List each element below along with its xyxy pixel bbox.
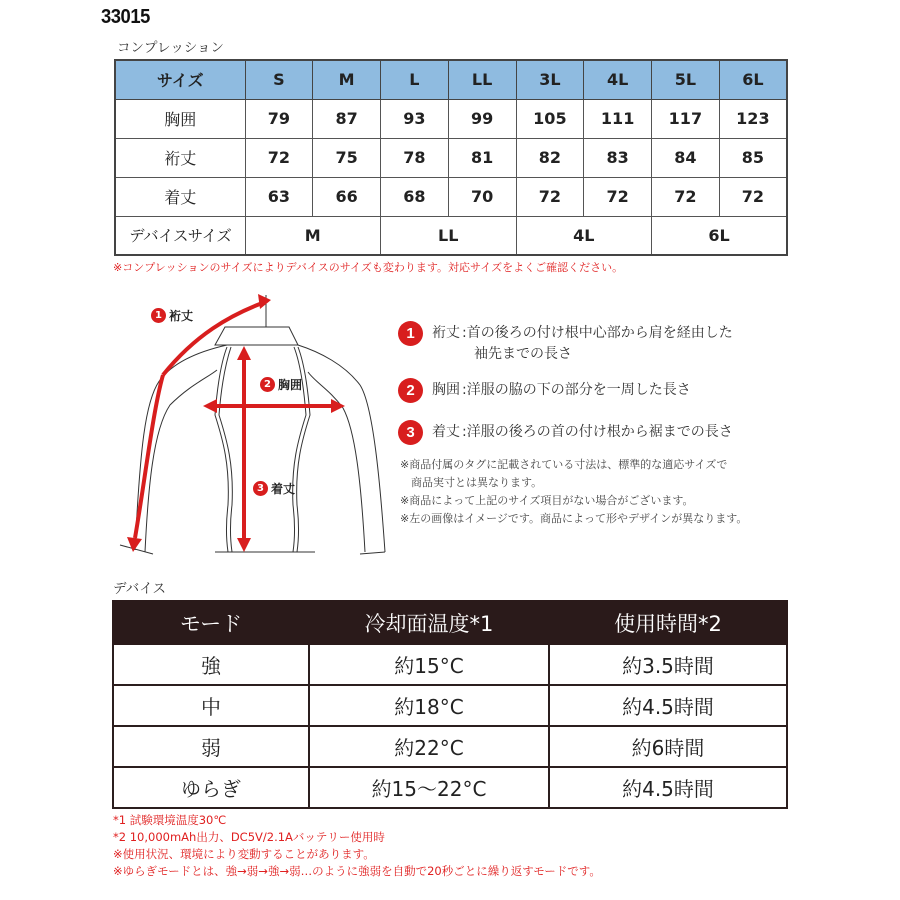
footnote-4: ※ゆらぎモードとは、強→弱→強→弱…のように強弱を自動で20秒ごとに繰り返すモードです。 [113, 864, 601, 878]
cell: 70 [448, 177, 516, 216]
table-row [113, 726, 787, 767]
cell: 93 [381, 99, 449, 138]
measurement-term: 胸囲 [432, 382, 460, 398]
note-line: ※商品付属のタグに記載されている寸法は、標準的な適応サイズで [400, 458, 728, 471]
temp-cell: 約22°C [309, 726, 549, 767]
footnotes [113, 812, 601, 880]
temp-cell: 約15〜22°C [309, 767, 549, 808]
cell: 105 [516, 99, 584, 138]
time-cell: 約4.5時間 [549, 685, 787, 726]
temp-cell: 約18°C [309, 685, 549, 726]
diagram-label-1 [151, 307, 193, 324]
header-cell: サイズ [115, 60, 245, 99]
cell: 82 [516, 138, 584, 177]
jacket-illustration-icon [115, 290, 395, 560]
table-row [113, 767, 787, 808]
cell: 75 [313, 138, 381, 177]
mode-cell: 強 [113, 644, 309, 685]
badge-1-icon: 1 [398, 321, 423, 346]
table-row [113, 644, 787, 685]
measurement-item-3: 3 着丈 :洋服の後ろの首の付け根から裾までの長さ [398, 422, 733, 445]
row-label: 着丈 [115, 177, 245, 216]
badge-3-icon: 3 [398, 420, 423, 445]
jacket-diagram [115, 290, 395, 560]
cell: 72 [584, 177, 652, 216]
measurement-desc: 首の後ろの付け根中心部から肩を経由した [466, 325, 733, 341]
note-line: 商品実寸とは異なります。 [400, 476, 543, 489]
table-row [113, 685, 787, 726]
note-line: ※商品によって上記のサイズ項目がない場合がございます。 [400, 494, 694, 507]
diagram-label-text: 胸囲 [278, 378, 303, 392]
measurement-term: 着丈 [432, 424, 460, 440]
row-label: 胸囲 [115, 99, 245, 138]
footnote-1: *1 試験環境温度30℃ [113, 813, 227, 827]
cell: 72 [652, 177, 720, 216]
cell: 63 [245, 177, 313, 216]
mode-cell: 中 [113, 685, 309, 726]
header-cell: L [381, 60, 449, 99]
header-cell: 5L [652, 60, 720, 99]
measurement-item-2: 2 胸囲 :洋服の脇の下の部分を一周した長さ [398, 380, 691, 403]
header-cell: 使用時間*2 [549, 601, 787, 644]
table-row [115, 99, 787, 138]
time-cell: 約6時間 [549, 726, 787, 767]
size-table-header [115, 60, 787, 99]
time-cell: 約3.5時間 [549, 644, 787, 685]
row-label: 裄丈 [115, 138, 245, 177]
diagram-label-3 [253, 480, 295, 497]
header-cell: 3L [516, 60, 584, 99]
diagram-label-text: 着丈 [271, 482, 296, 496]
header-cell: 6L [719, 60, 787, 99]
row-label: デバイスサイズ [115, 216, 245, 255]
temp-cell: 約15°C [309, 644, 549, 685]
cell: 4L [516, 216, 652, 255]
table-row [115, 138, 787, 177]
measurement-item-1: 1 裄丈 :首の後ろの付け根中心部から肩を経由した 袖先までの長さ [398, 323, 733, 365]
header-cell: 冷却面温度*1 [309, 601, 549, 644]
cell: 85 [719, 138, 787, 177]
cell: 72 [719, 177, 787, 216]
footnote-3: ※使用状況、環境により変動することがあります。 [113, 847, 375, 861]
cell: 84 [652, 138, 720, 177]
measurement-term: 裄丈 [432, 325, 460, 341]
diagram-label-2 [260, 376, 302, 393]
cell: M [245, 216, 381, 255]
badge-2-icon: 2 [398, 378, 423, 403]
device-size-row [115, 216, 787, 255]
cell: 72 [245, 138, 313, 177]
cell: 72 [516, 177, 584, 216]
cell: 87 [313, 99, 381, 138]
diagram-label-text: 裄丈 [169, 309, 194, 323]
device-table-header [113, 601, 787, 644]
cell: 68 [381, 177, 449, 216]
measurement-desc: 洋服の脇の下の部分を一周した長さ [466, 382, 691, 398]
badge-1-icon: 1 [151, 308, 166, 323]
footnote-2: *2 10,000mAh出力、DC5V/2.1Aバッテリー使用時 [113, 830, 385, 844]
table-row [115, 177, 787, 216]
size-note: ※コンプレッションのサイズによりデバイスのサイズも変わります。対応サイズをよくご確認ください。 [113, 261, 624, 274]
device-section-label: デバイス [113, 581, 167, 597]
cell: 99 [448, 99, 516, 138]
cell: 117 [652, 99, 720, 138]
badge-3-icon: 3 [253, 481, 268, 496]
product-code: 33015 [101, 6, 150, 28]
header-cell: M [313, 60, 381, 99]
cell: 78 [381, 138, 449, 177]
header-cell: LL [448, 60, 516, 99]
measurement-desc: 洋服の後ろの首の付け根から裾までの長さ [466, 424, 733, 440]
cell: 66 [313, 177, 381, 216]
header-cell: S [245, 60, 313, 99]
badge-2-icon: 2 [260, 377, 275, 392]
time-cell: 約4.5時間 [549, 767, 787, 808]
cell: 123 [719, 99, 787, 138]
measurement-notes [400, 456, 747, 528]
cell: 111 [584, 99, 652, 138]
cell: 6L [652, 216, 788, 255]
compression-section-label: コンプレッション [117, 40, 225, 56]
header-cell: 4L [584, 60, 652, 99]
cell: 83 [584, 138, 652, 177]
measurement-desc-cont: 袖先までの長さ [474, 346, 572, 362]
header-cell: モード [113, 601, 309, 644]
cell: LL [381, 216, 517, 255]
mode-cell: ゆらぎ [113, 767, 309, 808]
cell: 81 [448, 138, 516, 177]
mode-cell: 弱 [113, 726, 309, 767]
size-table [114, 59, 788, 256]
note-line: ※左の画像はイメージです。商品によって形やデザインが異なります。 [400, 512, 748, 525]
cell: 79 [245, 99, 313, 138]
device-table [112, 600, 788, 809]
